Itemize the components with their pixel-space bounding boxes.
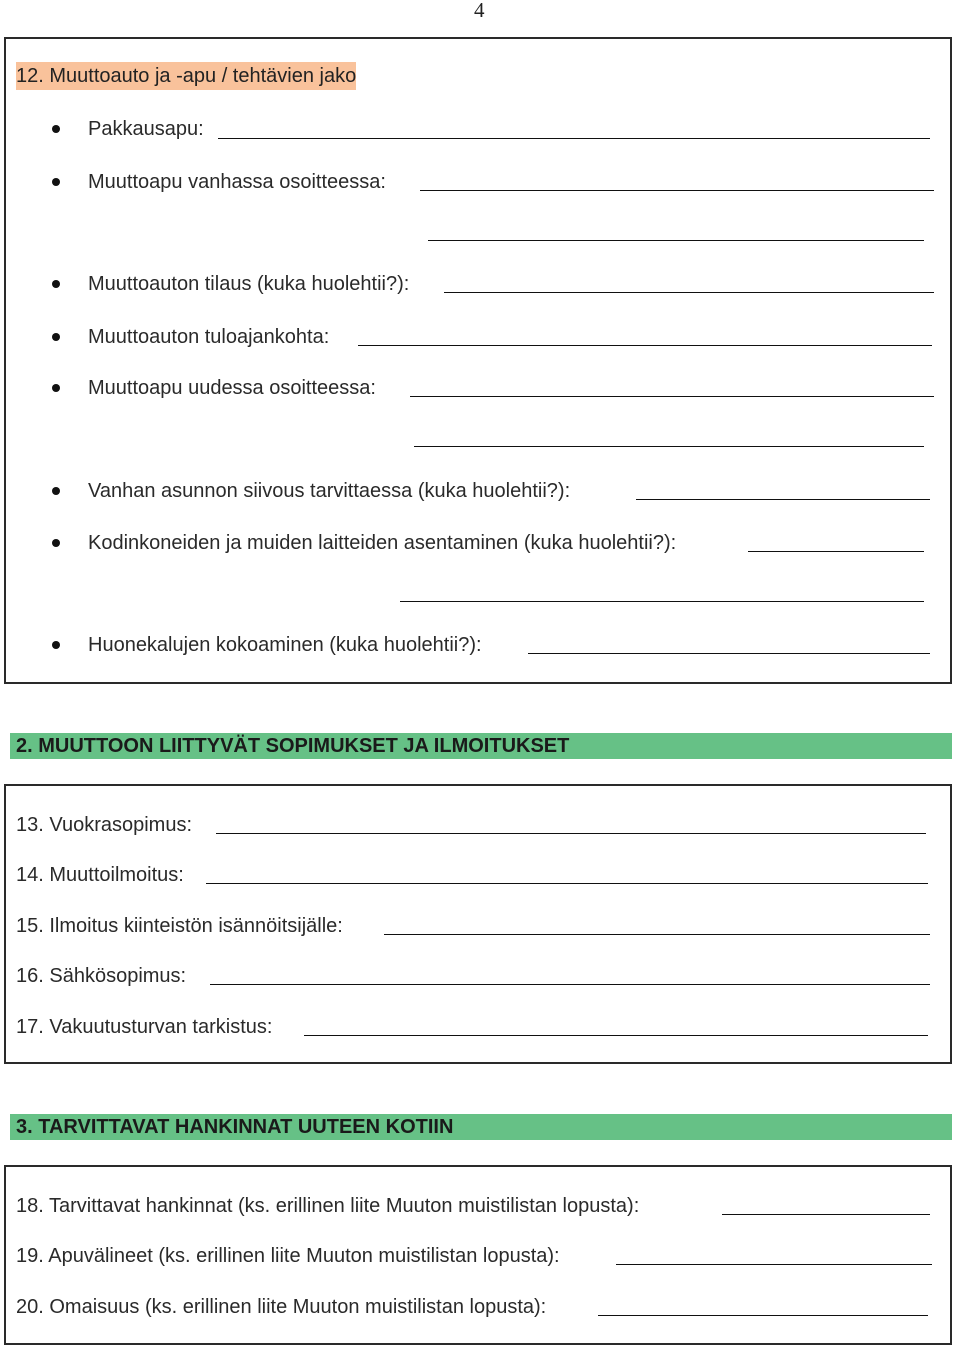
- answer-line-muuttoapu-uusi[interactable]: [410, 396, 934, 397]
- answer-line-pakkausapu[interactable]: [218, 138, 930, 139]
- field-label-kodinkoneet: Kodinkoneiden ja muiden laitteiden asentaminen (kuka huolehtii?):: [88, 532, 677, 554]
- field-label-vakuutusturva: 17. Vakuutusturvan tarkistus:: [16, 1016, 273, 1038]
- answer-line-omaisuus[interactable]: [598, 1315, 928, 1316]
- page-number: 4: [474, 0, 485, 22]
- bullet-icon: [52, 384, 60, 392]
- answer-line-tuloajankohta[interactable]: [358, 345, 932, 346]
- field-label-isannoitsija: 15. Ilmoitus kiinteistön isännöitsijälle:: [16, 915, 343, 937]
- field-label-muuttoapu-uusi: Muuttoapu uudessa osoitteessa:: [88, 377, 376, 399]
- bullet-icon: [52, 178, 60, 186]
- answer-line-kodinkoneet-2[interactable]: [400, 601, 924, 602]
- field-label-muuttoauton-tilaus: Muuttoauton tilaus (kuka huolehtii?):: [88, 273, 410, 295]
- answer-line-sahkosopimus[interactable]: [210, 984, 930, 985]
- answer-line-muuttoauton-tilaus[interactable]: [444, 292, 934, 293]
- section-2-heading: 2. MUUTTOON LIITTYVÄT SOPIMUKSET JA ILMOITUKSET: [10, 733, 952, 759]
- field-label-muuttoapu-vanha: Muuttoapu vanhassa osoitteessa:: [88, 171, 386, 193]
- field-label-sahkosopimus: 16. Sähkösopimus:: [16, 965, 187, 987]
- bullet-icon: [52, 125, 60, 133]
- answer-line-muuttoapu-vanha[interactable]: [420, 190, 934, 191]
- answer-line-hankinnat[interactable]: [722, 1214, 930, 1215]
- bullet-icon: [52, 539, 60, 547]
- bullet-icon: [52, 280, 60, 288]
- answer-line-vakuutusturva[interactable]: [304, 1035, 928, 1036]
- field-label-vuokrasopimus: 13. Vuokrasopimus:: [16, 814, 193, 836]
- field-label-omaisuus: 20. Omaisuus (ks. erillinen liite Muuton muistilistan lopusta):: [16, 1296, 547, 1318]
- answer-line-isannoitsija[interactable]: [384, 934, 930, 935]
- bullet-icon: [52, 487, 60, 495]
- answer-line-kodinkoneet[interactable]: [748, 551, 924, 552]
- field-label-pakkausapu: Pakkausapu:: [88, 118, 204, 140]
- section-3-heading: 3. TARVITTAVAT HANKINNAT UUTEEN KOTIIN: [10, 1114, 952, 1140]
- section-12-title: 12. Muuttoauto ja -apu / tehtävien jako: [16, 62, 356, 90]
- answer-line-huonekalut[interactable]: [528, 653, 930, 654]
- field-label-siivous: Vanhan asunnon siivous tarvittaessa (kuka huolehtii?):: [88, 480, 571, 502]
- bullet-icon: [52, 333, 60, 341]
- answer-line-muuttoapu-vanha-2[interactable]: [428, 240, 924, 241]
- field-label-hankinnat: 18. Tarvittavat hankinnat (ks. erillinen liite Muuton muistilistan lopusta):: [16, 1195, 640, 1217]
- answer-line-apuvalineet[interactable]: [616, 1264, 932, 1265]
- bullet-icon: [52, 641, 60, 649]
- answer-line-vuokrasopimus[interactable]: [216, 833, 926, 834]
- field-label-tuloajankohta: Muuttoauton tuloajankohta:: [88, 326, 330, 348]
- answer-line-siivous[interactable]: [636, 499, 930, 500]
- field-label-muuttoilmoitus: 14. Muuttoilmoitus:: [16, 864, 184, 886]
- field-label-apuvalineet: 19. Apuvälineet (ks. erillinen liite Muuton muistilistan lopusta):: [16, 1245, 560, 1267]
- answer-line-muuttoilmoitus[interactable]: [206, 883, 928, 884]
- answer-line-muuttoapu-uusi-2[interactable]: [414, 446, 924, 447]
- field-label-huonekalut: Huonekalujen kokoaminen (kuka huolehtii?):: [88, 634, 482, 656]
